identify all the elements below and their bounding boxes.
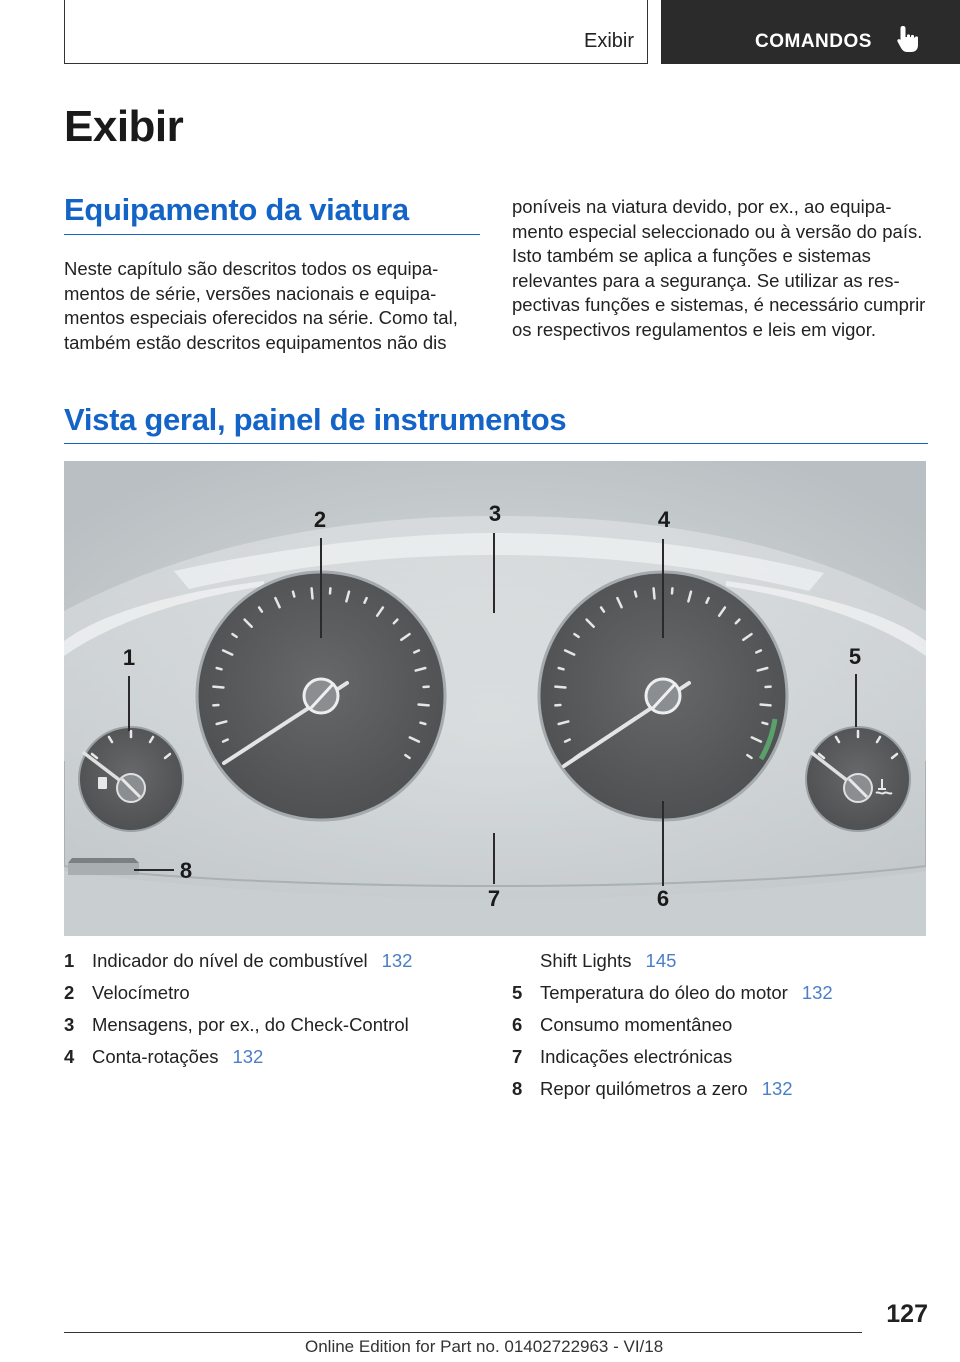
dial-tick xyxy=(421,723,426,724)
legend-number: 6 xyxy=(512,1014,523,1035)
legend-text: Shift Lights xyxy=(540,950,632,971)
legend-number: 4 xyxy=(64,1046,75,1067)
legend-item xyxy=(512,950,676,974)
page-reference-link[interactable]: 145 xyxy=(645,950,677,971)
dial-tick xyxy=(419,705,429,706)
legend-text: Indicações electrónicas xyxy=(540,1046,733,1067)
instrument-cluster-illustration xyxy=(64,461,926,936)
legend-text: Velocímetro xyxy=(92,982,190,1003)
legend-number: 2 xyxy=(64,982,75,1003)
legend-item xyxy=(64,1046,263,1070)
page-number: 127 xyxy=(886,1300,928,1328)
legend-item xyxy=(512,1014,732,1038)
legend-number: 8 xyxy=(512,1078,523,1099)
page-reference-link[interactable]: 132 xyxy=(232,1046,264,1067)
dial-tick xyxy=(555,687,565,688)
legend-item xyxy=(512,1078,793,1102)
legend-text: Indicador do nível de combustível xyxy=(92,950,368,971)
legend-right xyxy=(512,950,932,1122)
equipment-paragraph-col2: poníveis na viatura devido, por ex., ao equipamento especial seleccionado ou à versão do país. Isto também se aplica a funções e sistemas relevantes para a segurança. Se utilizar as respectivas funções e sistemas, é necessário cumprir os respectivos regulamentos e leis em vigor. xyxy=(512,196,926,340)
dial-tick xyxy=(654,588,655,598)
callout-3: 3 xyxy=(488,501,502,526)
legend-item xyxy=(512,982,833,1006)
legend-item xyxy=(512,1046,732,1070)
dial-tick xyxy=(312,588,313,598)
legend-text: Temperatura do óleo do motor xyxy=(540,982,788,1003)
callout-7: 7 xyxy=(487,886,501,911)
legend-number: 5 xyxy=(512,982,523,1003)
callout-2: 2 xyxy=(313,507,327,532)
header-chapter-label: COMANDOS xyxy=(755,31,872,52)
legend-text: Consumo momentâneo xyxy=(540,1014,733,1035)
page-reference-link[interactable]: 132 xyxy=(761,1078,793,1099)
callout-6: 6 xyxy=(656,886,670,911)
equipment-heading-rule xyxy=(64,234,480,235)
page-reference-link[interactable]: 132 xyxy=(381,950,413,971)
legend-number: 1 xyxy=(64,950,75,971)
page-reference-link[interactable]: 132 xyxy=(801,982,833,1003)
overview-heading-rule xyxy=(64,443,928,444)
legend-left xyxy=(64,950,484,1090)
header-section-label: Exibir xyxy=(583,30,634,52)
equipment-paragraph-col1: Neste capítulo são descritos todos os equipamentos de série, versões nacionais e equipamentos especiais oferecidos na série. Como tal, também estão descritos equipamentos não dis xyxy=(64,258,458,353)
callout-1: 1 xyxy=(122,645,136,670)
legend-text: Mensagens, por ex., do Check-Control xyxy=(92,1014,409,1035)
legend-text: Repor quilómetros a zero xyxy=(540,1078,748,1099)
dial-tick xyxy=(635,592,636,597)
equipment-heading: Equipamento da viatura xyxy=(64,192,409,227)
dial-tick xyxy=(293,592,294,597)
footer-rule xyxy=(64,1332,862,1333)
dial-tick xyxy=(559,668,564,669)
header-frame xyxy=(64,0,648,64)
legend-text: Conta-rotações xyxy=(92,1046,219,1067)
footer-edition-text: Online Edition for Part no. 01402722963 - VI/18 xyxy=(305,1337,664,1356)
legend-number: 7 xyxy=(512,1046,523,1067)
legend-number: 3 xyxy=(64,1014,75,1035)
page-title: Exibir xyxy=(64,102,184,151)
callout-5: 5 xyxy=(848,644,862,669)
dial-tick xyxy=(761,705,771,706)
legend-item xyxy=(64,1014,409,1038)
callout-4: 4 xyxy=(657,507,671,532)
dial-tick xyxy=(217,668,222,669)
legend-item xyxy=(64,982,190,1006)
dial-tick xyxy=(763,723,768,724)
pointing-hand-icon xyxy=(894,24,922,54)
legend-item xyxy=(64,950,412,974)
dial-tick xyxy=(213,687,223,688)
overview-heading: Vista geral, painel de instrumentos xyxy=(64,402,567,437)
callout-8: 8 xyxy=(179,858,193,883)
